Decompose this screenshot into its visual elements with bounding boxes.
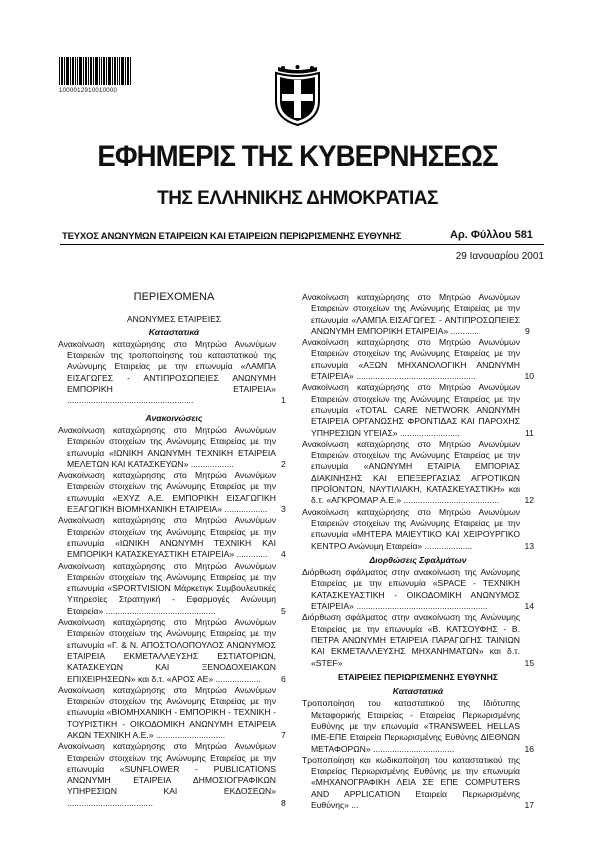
contents-entry[interactable]: Ανακοίνωση καταχώρησης στο Μητρώο Ανωνύμων Εταιρειών στοιχείων της Ανώνυμης Εταιρείας με την επωνυμία «ΜΗΤΕΡΑ ΜΑΙΕΥΤΙΚΟ ΚΑΙ ΧΕΙΡΟΥΡΓΙΚΟ ΚΕΝΤΡΟ Ανώνυμη Εταιρεία» .................... 13 bbox=[302, 506, 534, 551]
header-rule bbox=[60, 244, 544, 245]
page-number: 17 bbox=[524, 800, 534, 811]
contents-entry[interactable]: Ανακοίνωση καταχώρησης στο Μητρώο Ανωνύμων Εταιρειών στοιχείων της Ανώνυμης Εταιρείας με την επωνυμία «SUNFLOWER - PUBLICATIONS ΑΝΩΝΥΜΗ ΕΤΑΙΡΕΙΑ ΔΗΜΟΣΙΟΓΡΑΦΙΚΩΝ ΥΠΗΡΕΣΙΩΝ ΚΑΙ ΕΚΔΟΣΕΩΝ» .................................... 8 bbox=[58, 741, 286, 808]
subsection-heading: Ανακοινώσεις bbox=[145, 412, 203, 423]
contents-entry[interactable]: Ανακοίνωση καταχώρησης στο Μητρώο Ανωνύμων Εταιρειών στοιχείων της Ανώνυμης Εταιρείας με την επωνυμία «Γ. & Ν. ΑΠΟΣΤΟΛΟΠΟΥΛΟΣ ΑΝΩΝΥΜΟΣ ΕΤΑΙΡΕΙΑ ΕΚΜΕΤΑΛΛΕΥΣΗΣ ΕΣΤΙΑΤΟΡΙΩΝ, ΚΑΤΑΣΚΕΥΩΝ ΚΑΙ ΞΕΝΟΔΟΧΕΙΑΚΩΝ ΕΠΙΧΕΙΡΗΣΕΩΝ» και δ.τ. «ΑΡΟΣ ΑΕ» ................... 6 bbox=[58, 617, 286, 684]
contents-entry[interactable]: Διόρθωση σφάλματος στην ανακοίνωση της Ανώνυμης Εταιρείας με την επωνυμία «Β. ΚΑΤΣΟΥΦΗΣ - Β. ΠΕΤΡΑ ΑΝΩΝΥΜΗ ΕΤΑΙΡΕΙΑ ΠΑΡΑΓΩΓΗΣ ΤΑΙΝΙΩΝ ΚΑΙ ΕΚΜΕΤΑΛΛΕΥΣΗΣ ΜΗΧΑΝΗΜΑΤΩΝ» και δ.τ. «STEF» 15 bbox=[302, 612, 534, 668]
section-heading: ΑΝΩΝΥΜΕΣ ΕΤΑΙΡΕΙΕΣ bbox=[126, 314, 222, 325]
section-heading: ΕΤΑΙΡΕΙΕΣ ΠΕΡΙΩΡΙΣΜΕΝΗΣ ΕΥΘΥΝΗΣ bbox=[337, 671, 499, 682]
issue-number: Αρ. Φύλλου 581 bbox=[450, 229, 533, 241]
contents-column-left bbox=[58, 292, 290, 809]
page-number: 16 bbox=[524, 743, 534, 754]
contents-entry[interactable]: Ανακοίνωση καταχώρησης στο Μητρώο Ανωνύμων Εταιρειών στοιχείων της Ανώνυμης Εταιρείας με την επωνυμία «ΕΧΥΖ Α.Ε. ΕΜΠΟΡΙΚΗ ΕΙΣΑΓΩΓΙΚΗ ΕΞΑΓΩΓΙΚΗ ΒΙΟΜΗΧΑΝΙΚΗ ΕΤΑΙΡΕΙΑ» .................. 3 bbox=[58, 470, 286, 515]
contents-entry[interactable]: Διόρθωση σφάλματος στην ανακοίνωση της Ανώνυμης Εταιρείας με την επωνυμία «SPACE - ΤΕΧΝΙΚΗ ΚΑΤΑΣΚΕΥΑΣΤΙΚΗ - ΟΙΚΟΔΟΜΙΚΗ ΑΝΩΝΥΜΟΣ ΕΤΑΙΡΕΙΑ» ....................................................... 14 bbox=[302, 567, 534, 612]
page-number: 14 bbox=[524, 601, 534, 612]
barcode bbox=[59, 57, 131, 85]
contents-entry[interactable]: Τροποποίηση του καταστατικού της Ιδιότυπης Μεταφορικής Εταιρείας - Εταιρείας Περιωρισμένης Ευθύνης με την επωνυμία «TRANSWEEL HELLAS IME-ΕΠΕ Εταιρεία Περιωρισμένης Ευθύνης ΔΙΕΘΝΩΝ ΜΕΤΑΦΟΡΩΝ» .................................. 16 bbox=[302, 698, 534, 754]
page-number: 13 bbox=[524, 540, 534, 551]
subsection-heading: Καταστατικά bbox=[148, 326, 200, 337]
contents-entry[interactable]: Ανακοίνωση καταχώρησης στο Μητρώο Ανωνύμων Εταιρειών της τροποποίησης του καταστατικού της Ανώνυμης Εταιρείας με την επωνυμία «ΛΑΜΠΑ ΕΙΣΑΓΩΓΕΣ - ΑΝΤΙΠΡΟΣΩΠΕΙΕΣ ΑΝΩΝΥΜΗ ΕΜΠΟΡΙΚΗ ΕΤΑΙΡΕΙΑ» ..................................................... 1 bbox=[58, 338, 286, 406]
contents-entry[interactable]: Ανακοίνωση καταχώρησης στο Μητρώο Ανωνύμων Εταιρειών στοιχείων της Ανώνυμης Εταιρείας με την επωνυμία «ΑΝΩΝΥΜΗ ΕΤΑΙΡΙΑ ΕΜΠΟΡΙΑΣ ΔΙΑΚΙΝΗΣΗΣ ΚΑΙ ΕΠΕΞΕΡΓΑΣΙΑΣ ΑΓΡΟΤΙΚΩΝ ΠΡΟΪΟΝΤΩΝ, ΝΑΥΤΙΛΙΑΚΗ, ΚΑΤΑΣΚΕΥΑΣΤΙΚΗ» και δ.τ. «ΑΓΚΡΟΜΑΡ Α.Ε.» ........................................ 12 bbox=[302, 438, 534, 506]
subsection-heading: Καταστατικά bbox=[392, 686, 444, 697]
page-number: 10 bbox=[524, 371, 534, 382]
barcode-number: 1000012910010000 bbox=[59, 88, 118, 94]
gazette-subtitle: ΤΗΣ ΕΛΛΗΝΙΚΗΣ ΔΗΜΟΚΡΑΤΙΑΣ bbox=[157, 188, 438, 209]
contents-entry[interactable]: Ανακοίνωση καταχώρησης στο Μητρώο Ανωνύμων Εταιρειών στοιχείων της Ανώνυμης Εταιρείας με την επωνυμία «ΙΩΝΙΚΗ ΑΝΩΝΥΜΗ ΤΕΧΝΙΚΗ ΚΑΙ ΕΜΠΟΡΙΚΗ ΚΑΤΑΣΚΕΥΑΣΤΙΚΗ ΕΤΑΙΡΕΙΑ» ............. 4 bbox=[58, 515, 286, 560]
gazette-title: ΕΦΗΜΕΡΙΣ ΤΗΣ ΚΥΒΕΡΝΗΣΕΩΣ bbox=[97, 140, 498, 173]
issue-date: 29 Ιανουαρίου 2001 bbox=[455, 251, 544, 262]
contents-entry[interactable]: Ανακοίνωση καταχώρησης στο Μητρώο Ανωνύμων Εταιρειών στοιχείων της Ανώνυμης Εταιρείας με την επωνυμία «TOTAL CARE NETWORK ΑΝΩΝΥΜΗ ΕΤΑΙΡΕΙΑ ΟΡΓΑΝΩΣΗΣ ΦΡΟΝΤΙΔΑΣ ΚΑΙ ΠΑΡΟΧΗΣ ΥΠΗΡΕΣΙΩΝ ΥΓΕΙΑΣ» ......................... 11 bbox=[302, 382, 534, 438]
contents-column-right bbox=[302, 292, 534, 811]
coat-of-arms-icon bbox=[270, 65, 325, 127]
contents-entry[interactable]: Ανακοίνωση καταχώρησης στο Μητρώο Ανωνύμων Εταιρειών στοιχείων της Ανώνυμης Εταιρείας με την επωνυμία «ΛΑΜΠΑ ΕΙΣΑΓΩΓΕΣ - ΑΝΤΙΠΡΟΣΩΠΕΙΕΣ ΑΝΩΝΥΜΗ ΕΜΠΟΡΙΚΗ ΕΤΑΙΡΕΙΑ» ............ 9 bbox=[302, 292, 530, 336]
contents-entry[interactable]: Ανακοίνωση καταχώρησης στο Μητρώο Ανωνύμων Εταιρειών στοιχείων της Ανώνυμης Εταιρείας με την επωνυμία «ΒΙΟΜΗΧΑΝΙΚΗ - ΕΜΠΟΡΙΚΗ - ΤΕΧΝΙΚΗ - ΤΟΥΡΙΣΤΙΚΗ - ΟΙΚΟΔΟΜΙΚΗ ΑΝΩΝΥΜΗ ΕΤΑΙΡΕΙΑ ΑΚΩΝ ΤΕΧΝΙΚΗ Α.Ε.» ............................. 7 bbox=[58, 684, 286, 740]
gazette-series: ΤΕΥΧΟΣ ΑΝΩΝΥΜΩΝ ΕΤΑΙΡΕΙΩΝ ΚΑΙ ΕΤΑΙΡΕΙΩΝ ΠΕΡΙΩΡΙΣΜΕΝΗΣ ΕΥΘΥΝΗΣ bbox=[62, 231, 402, 242]
page-number: 15 bbox=[524, 657, 534, 668]
page-number: 12 bbox=[524, 495, 534, 506]
contents-entry[interactable]: Τροποποίηση και κωδικοποίηση του καταστατικού της Εταιρείας Περιωρισμένης Ευθύνης με την επωνυμία «ΜΗΧΑΝΟΓΡΑΦΙΚΗ ΛΕΙΑ ΣΕ ΕΠΕ COMPUTERS AND APPLICATION Εταιρεία Περιωρισμένης Ευθύνης» ... 17 bbox=[302, 754, 534, 811]
contents-entry[interactable]: Ανακοίνωση καταχώρησης στο Μητρώο Ανωνύμων Εταιρειών στοιχείων της Ανώνυμης Εταιρείας με την επωνυμία «ΙΩΝΙΚΗ ΑΝΩΝΥΜΗ ΤΕΧΝΙΚΗ ΕΤΑΙΡΕΙΑ ΜΕΛΕΤΩΝ ΚΑΙ ΚΑΤΑΣΚΕΥΩΝ» .................. 2 bbox=[58, 424, 286, 469]
contents-title: ΠΕΡΙΕΧΟΜΕΝΑ bbox=[133, 291, 215, 303]
subsection-heading: Διορθώσεις Σφαλμάτων bbox=[369, 554, 467, 565]
contents-entry[interactable]: Ανακοίνωση καταχώρησης στο Μητρώο Ανωνύμων Εταιρειών στοιχείων της Ανώνυμης Εταιρείας με την επωνυμία «SPORTVISION Μάρκετιγκ Συμβουλευτικές Υπηρεσίες Στρατηγική - Εφαρμογές Ανώνυμη Εταιρεία» .............................................. 5 bbox=[58, 560, 286, 616]
contents-entry[interactable]: Ανακοίνωση καταχώρησης στο Μητρώο Ανωνύμων Εταιρειών στοιχείων της Ανώνυμης Εταιρείας με την επωνυμία «ΑΞΩΝ ΜΗΧΑΝΟΛΟΓΙΚΗ ΑΝΩΝΥΜΗ ΕΤΑΙΡΕΙΑ» .................................................. 10 bbox=[302, 337, 534, 382]
